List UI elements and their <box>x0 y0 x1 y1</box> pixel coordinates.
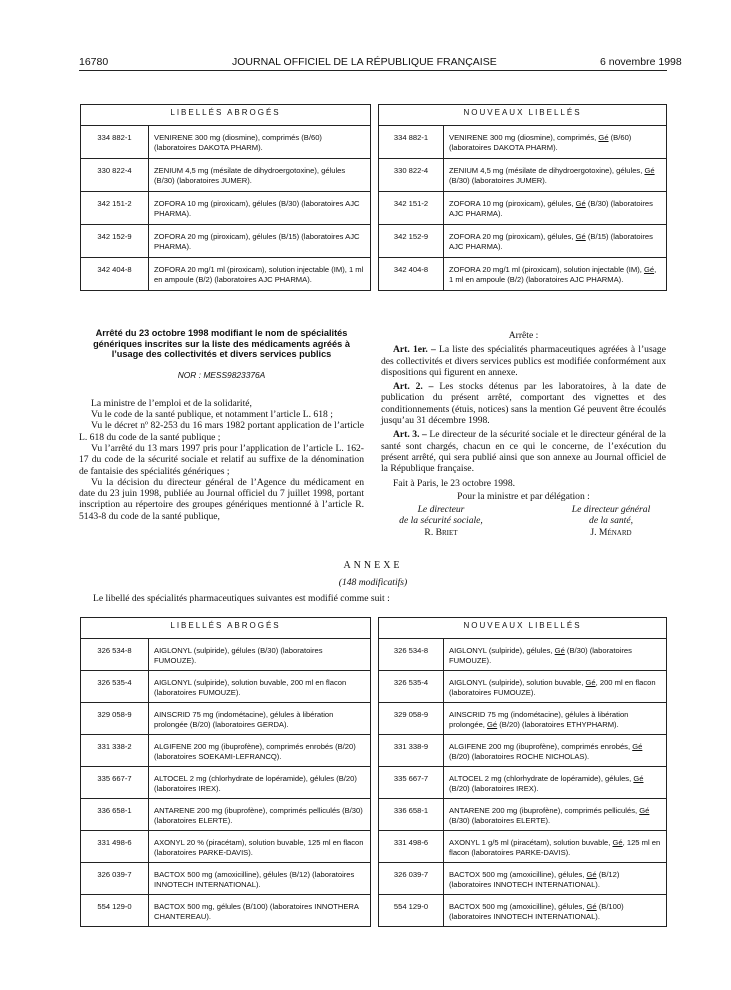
label-new-cell: ALTOCEL 2 mg (chlorhydrate de lopéramide), gélules, Gé (B/20) (laboratoires IREX). <box>444 767 667 799</box>
article-1-text: La liste des spécialités pharmaceutiques agréées à l’usage des collectivités et divers services publics est modifiée conformément aux dispositions qui figurent en annexe. <box>381 344 666 378</box>
label-new-cell: ZOFORA 20 mg (piroxicam), gélules, Gé (B/15) (laboratoires AJC PHARMA). <box>444 225 667 258</box>
code-new-cell: 330 822-4 <box>379 159 444 192</box>
code-new-cell: 554 129-0 <box>379 895 444 927</box>
signature-left-title: Le directeur <box>417 504 465 516</box>
code-old-cell: 342 152-9 <box>81 225 149 258</box>
column-gap <box>371 192 379 225</box>
code-old-cell: 335 667-7 <box>81 767 149 799</box>
label-old-cell: AXONYL 20 % (piracétam), solution buvable, 125 ml en flacon (laboratoires PARKE-DAVIS). <box>149 831 371 863</box>
article-1-label: Art. 1er. – <box>393 344 436 356</box>
code-old-cell: 326 535-4 <box>81 671 149 703</box>
code-new-cell: 335 667-7 <box>379 767 444 799</box>
table-row <box>81 767 667 799</box>
annexe-title: ANNEXE <box>343 560 403 571</box>
signature-left-title-2: de la sécurité sociale, <box>399 515 483 527</box>
code-old-cell: 331 498-6 <box>81 831 149 863</box>
table-row <box>81 799 667 831</box>
code-new-cell: 342 151-2 <box>379 192 444 225</box>
label-new-cell: ANTARENE 200 mg (ibuprofène), comprimés pelliculés, Gé (B/30) (laboratoires ELERTE). <box>444 799 667 831</box>
column-gap <box>371 639 379 671</box>
article-2-label: Art. 2. – <box>393 381 434 393</box>
col-header-new: NOUVEAUX LIBELLÉS <box>379 105 667 126</box>
preamble-paragraph: La ministre de l’emploi et de la solidarité, <box>91 397 252 409</box>
label-new-cell: AIGLONYL (sulpiride), gélules, Gé (B/30) (laboratoires FUMOUZE). <box>444 639 667 671</box>
col-header-new: NOUVEAUX LIBELLÉS <box>379 618 667 639</box>
fait-a-paris: Fait à Paris, le 23 octobre 1998. <box>393 477 516 489</box>
arrete-right-column <box>381 330 666 538</box>
table-substitutions-1 <box>80 104 667 291</box>
table-header-row <box>81 618 667 639</box>
label-old-cell: ALTOCEL 2 mg (chlorhydrate de lopéramide), gélules (B/20) (laboratoires IREX). <box>149 767 371 799</box>
label-new-cell: AINSCRID 75 mg (indométacine), gélules à libération prolongée, Gé (B/20) (laboratoires ETHYPHARM). <box>444 703 667 735</box>
column-gap <box>371 831 379 863</box>
column-gap <box>371 735 379 767</box>
code-new-cell: 334 882-1 <box>379 126 444 159</box>
label-old-cell: AINSCRID 75 mg (indométacine), gélules à libération prolongée (B/20) (laboratoires GERDA). <box>149 703 371 735</box>
signature-left-name: R. Briet <box>424 526 458 538</box>
table-row <box>81 126 667 159</box>
code-new-cell: 342 152-9 <box>379 225 444 258</box>
article-3 <box>381 429 666 474</box>
preamble-paragraph: Vu le code de la santé publique, et notamment l’article L. 618 ; <box>91 409 333 421</box>
label-new-cell: ZOFORA 10 mg (piroxicam), gélules, Gé (B/30) (laboratoires AJC PHARMA). <box>444 192 667 225</box>
label-old-cell: AIGLONYL (sulpiride), gélules (B/30) (laboratoires FUMOUZE). <box>149 639 371 671</box>
preamble-paragraph: Vu la décision du directeur général de l’Agence du médicament en date du 23 juin 1998, publiée au Journal officiel du 7 juillet 1998, portant inscription au répertoire des groupes génériques mentionné à l’article R. 5143-8 du code de la santé publique, <box>79 476 364 522</box>
label-old-cell: ZOFORA 10 mg (piroxicam), gélules (B/30) (laboratoires AJC PHARMA). <box>149 192 371 225</box>
arrete-left-column <box>79 328 364 522</box>
annexe-intro: Le libellé des spécialités pharmaceutiques suivantes est modifié comme suit : <box>93 593 390 604</box>
table-row <box>81 159 667 192</box>
code-old-cell: 329 058-9 <box>81 703 149 735</box>
article-1 <box>381 344 666 378</box>
table-substitutions-2 <box>80 617 667 927</box>
article-2 <box>381 381 666 426</box>
label-new-cell: AXONYL 1 g/5 ml (piracétam), solution buvable, Gé, 125 ml en flacon (laboratoires PARKE-DAVIS). <box>444 831 667 863</box>
code-new-cell: 336 658-1 <box>379 799 444 831</box>
col-header-old: LIBELLÉS ABROGÉS <box>81 618 371 639</box>
signature-right-title: Le directeur général <box>571 504 651 516</box>
code-new-cell: 331 498-6 <box>379 831 444 863</box>
code-old-cell: 331 338-2 <box>81 735 149 767</box>
table-header-row <box>81 105 667 126</box>
table-row <box>81 258 667 291</box>
column-gap <box>371 126 379 159</box>
signatures <box>381 504 666 538</box>
table-row <box>81 863 667 895</box>
code-old-cell: 342 404-8 <box>81 258 149 291</box>
header-rule <box>79 70 667 71</box>
column-gap <box>371 225 379 258</box>
label-old-cell: ZOFORA 20 mg (piroxicam), gélules (B/15) (laboratoires AJC PHARMA). <box>149 225 371 258</box>
table-row <box>81 192 667 225</box>
code-old-cell: 334 882-1 <box>81 126 149 159</box>
column-gap <box>371 767 379 799</box>
signature-right <box>556 504 666 538</box>
column-gap <box>371 258 379 291</box>
annexe-subtitle: (148 modificatifs) <box>338 577 408 588</box>
label-old-cell: ALGIFENE 200 mg (ibuprofène), comprimés enrobés (B/20) (laboratoires SOEKAMI-LEFRANCQ). <box>149 735 371 767</box>
nor-reference: NOR : MESS9823376A <box>177 369 266 380</box>
code-new-cell: 326 039-7 <box>379 863 444 895</box>
signature-right-title-2: de la santé, <box>589 515 633 527</box>
signature-left <box>381 504 501 538</box>
code-old-cell: 554 129-0 <box>81 895 149 927</box>
table-row <box>81 671 667 703</box>
column-gap <box>371 863 379 895</box>
table-row <box>81 735 667 767</box>
label-new-cell: ZENIUM 4,5 mg (mésilate de dihydroergotoxine), gélules, Gé (B/30) (laboratoires JUMER). <box>444 159 667 192</box>
label-old-cell: VENIRENE 300 mg (diosmine), comprimés (B/60) (laboratoires DAKOTA PHARM). <box>149 126 371 159</box>
label-old-cell: AIGLONYL (sulpiride), solution buvable, 200 ml en flacon (laboratoires FUMOUZE). <box>149 671 371 703</box>
label-old-cell: BACTOX 500 mg (amoxicilline), gélules (B/12) (laboratoires INNOTECH INTERNATIONAL). <box>149 863 371 895</box>
code-old-cell: 326 039-7 <box>81 863 149 895</box>
label-old-cell: ZOFORA 20 mg/1 ml (piroxicam), solution injectable (IM), 1 ml en ampoule (B/2) (laboratoires AJC PHARMA). <box>149 258 371 291</box>
code-new-cell: 342 404-8 <box>379 258 444 291</box>
code-new-cell: 331 338-9 <box>379 735 444 767</box>
column-gap <box>371 895 379 927</box>
column-gap <box>371 671 379 703</box>
signature-right-name: J. Ménard <box>590 526 632 538</box>
column-gap <box>371 799 379 831</box>
label-old-cell: ZENIUM 4,5 mg (mésilate de dihydroergotoxine), gélules (B/30) (laboratoires JUMER). <box>149 159 371 192</box>
table-row <box>81 831 667 863</box>
table-row <box>81 225 667 258</box>
journal-title: JOURNAL OFFICIEL DE LA RÉPUBLIQUE FRANÇAISE <box>232 56 497 68</box>
article-2-text: Les stocks détenus par les laboratoires, à la date de publication du présent arrêté, comportant des vignettes et des conditionnements (étuis, notices) sans la mention Gé peuvent être écoulés jusqu’au 31 décembre 1998. <box>381 381 666 427</box>
table-row <box>81 703 667 735</box>
label-new-cell: ZOFORA 20 mg/1 ml (piroxicam), solution injectable (IM), Gé, 1 ml en ampoule (B/2) (laboratoires AJC PHARMA). <box>444 258 667 291</box>
column-gap <box>371 703 379 735</box>
code-old-cell: 330 822-4 <box>81 159 149 192</box>
delegation-line: Pour la ministre et par délégation : <box>457 490 590 502</box>
code-new-cell: 329 058-9 <box>379 703 444 735</box>
preamble-paragraph: Vu l’arrêté du 13 mars 1997 pris pour l’application de l’article L. 162-17 du code de la sécurité sociale et relatif au suffixe de la dénomination de fantaisie des spécialités génériques ; <box>79 442 364 477</box>
code-new-cell: 326 534-8 <box>379 639 444 671</box>
code-old-cell: 342 151-2 <box>81 192 149 225</box>
arrete-title: Arrêté du 23 octobre 1998 modifiant le nom de spécialités génériques inscrites sur la liste des médicaments agréés à l’usage des collectivités et divers services publics <box>93 328 350 360</box>
label-new-cell: BACTOX 500 mg (amoxicilline), gélules, Gé (B/100) (laboratoires INNOTECH INTERNATIONAL). <box>444 895 667 927</box>
article-3-label: Art. 3. – <box>393 429 427 441</box>
table-row <box>81 639 667 671</box>
label-old-cell: ANTARENE 200 mg (ibuprofène), comprimés pelliculés (B/30) (laboratoires ELERTE). <box>149 799 371 831</box>
table-row <box>81 895 667 927</box>
page-number: 16780 <box>79 56 109 68</box>
code-old-cell: 326 534-8 <box>81 639 149 671</box>
label-new-cell: AIGLONYL (sulpiride), solution buvable, Gé, 200 ml en flacon (laboratoires FUMOUZE). <box>444 671 667 703</box>
preamble-paragraph: Vu le décret nº 82-253 du 16 mars 1982 portant application de l’article L. 618 du code de la santé publique ; <box>79 420 364 443</box>
code-new-cell: 326 535-4 <box>379 671 444 703</box>
article-3-text: Le directeur de la sécurité sociale et le directeur général de la santé sont chargés, chacun en ce qui le concerne, de l’exécution du présent arrêté, qui sera publié ainsi que son annexe au Journal officiel de la République française. <box>381 429 666 475</box>
code-old-cell: 336 658-1 <box>81 799 149 831</box>
label-new-cell: VENIRENE 300 mg (diosmine), comprimés, Gé (B/60) (laboratoires DAKOTA PHARM). <box>444 126 667 159</box>
arrete-preamble <box>79 398 364 522</box>
label-new-cell: ALGIFENE 200 mg (ibuprofène), comprimés enrobés, Gé (B/20) (laboratoires ROCHE NICHOLAS). <box>444 735 667 767</box>
label-new-cell: BACTOX 500 mg (amoxicilline), gélules, Gé (B/12) (laboratoires INNOTECH INTERNATIONAL). <box>444 863 667 895</box>
col-header-old: LIBELLÉS ABROGÉS <box>81 105 371 126</box>
column-gap <box>371 159 379 192</box>
arrete-label: Arrête : <box>508 330 539 341</box>
label-old-cell: BACTOX 500 mg, gélules (B/100) (laboratoires INNOTHERA CHANTEREAU). <box>149 895 371 927</box>
page-date: 6 novembre 1998 <box>600 56 682 68</box>
